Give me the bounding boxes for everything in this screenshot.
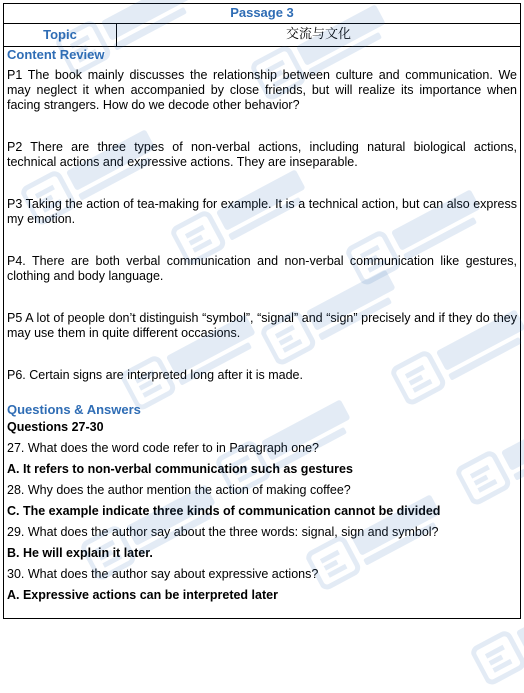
- question-30: 30. What does the author say about expressive actions?: [7, 567, 319, 581]
- answer-27: A. It refers to non-verbal communication such as gestures: [7, 462, 353, 476]
- qa-heading: Questions & Answers: [7, 402, 141, 417]
- paragraph-p1: P1 The book mainly discusses the relationship between culture and communication. We may neglect it when accompanied by close friends, but will realize its importance when facing strangers. How do we decode other behavior?: [7, 68, 517, 112]
- topic-value: 交流与文化: [285, 27, 351, 42]
- answer-29: B. He will explain it later.: [7, 546, 153, 560]
- content-body: [4, 47, 520, 606]
- passage-title: Passage 3: [4, 4, 520, 24]
- paragraph-p6: P6. Certain signs are interpreted long after it is made.: [7, 368, 303, 382]
- answer-28: C. The example indicate three kinds of communication cannot be divided: [7, 504, 441, 518]
- answer-30: A. Expressive actions can be interpreted later: [7, 588, 278, 602]
- topic-row: [4, 24, 520, 47]
- passage-document: [3, 3, 521, 619]
- paragraph-p3: P3 Taking the action of tea-making for example. It is a technical action, but can also express my emotion.: [7, 197, 517, 226]
- paragraph-p4: P4. There are both verbal communication and non-verbal communication like gestures, clothing and body language.: [7, 254, 517, 283]
- topic-label: Topic: [4, 24, 117, 46]
- question-27: 27. What does the word code refer to in Paragraph one?: [7, 441, 319, 455]
- paragraph-p2: P2 There are three types of non-verbal actions, including natural biological actions, technical actions and expressive actions. They are inseparable.: [7, 140, 517, 169]
- paragraph-p5: P5 A lot of people don’t distinguish “symbol”, “signal” and “sign” precisely and if they do they may use them in quite different occasions.: [7, 311, 517, 340]
- content-review-heading: Content Review: [7, 47, 105, 62]
- question-29: 29. What does the author say about the three words: signal, sign and symbol?: [7, 525, 439, 539]
- questions-range-heading: Questions 27-30: [7, 420, 104, 434]
- question-28: 28. Why does the author mention the action of making coffee?: [7, 483, 351, 497]
